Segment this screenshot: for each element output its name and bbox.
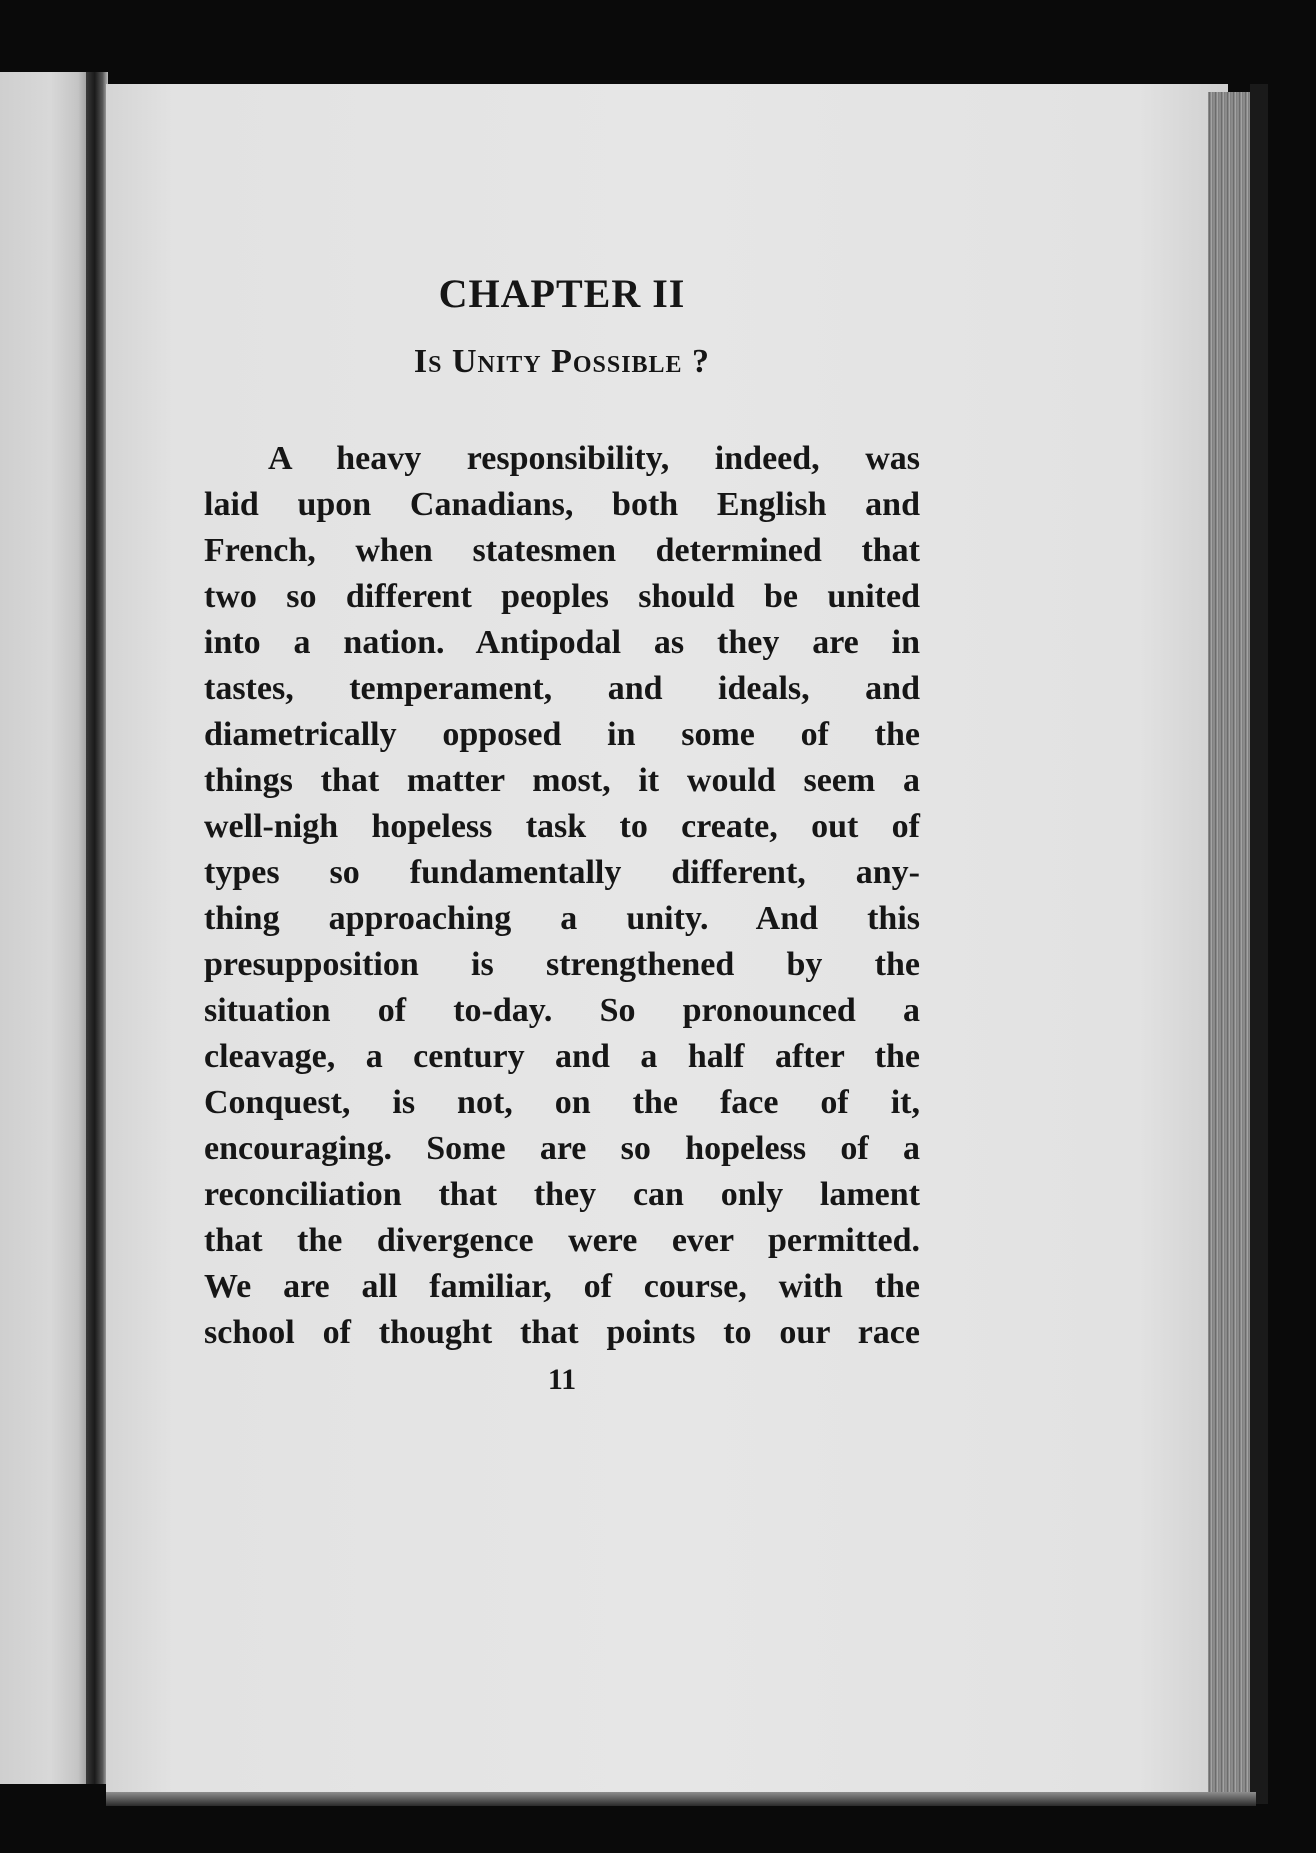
text-line: A heavy responsibility, indeed, was [268,440,920,477]
text-line: encouraging. Some are so hopeless of a [204,1130,920,1167]
text-line: presupposition is strengthened by the [204,946,920,983]
facing-page-edge [0,72,92,1784]
text-line: laid upon Canadians, both English and [204,486,920,523]
text-line: things that matter most, it would seem a [204,762,920,799]
text-line: that the divergence were ever permitted. [204,1222,920,1259]
text-line: school of thought that points to our race [204,1314,920,1351]
text-line: well-nigh hopeless task to create, out of [204,808,920,845]
text-line: reconciliation that they can only lament [204,1176,920,1213]
text-line: thing approaching a unity. And this [204,900,920,937]
text-line: two so different peoples should be united [204,578,920,615]
chapter-title: Is Unity Possible ? [413,343,711,380]
page-number: 11 [547,1363,577,1396]
page-bottom-edge [106,1792,1256,1806]
page-text-block [204,262,920,1400]
text-line: types so fundamentally different, any- [204,854,920,891]
text-line: into a nation. Antipodal as they are in [204,624,920,661]
page-edges [1208,92,1254,1792]
text-line: Conquest, is not, on the face of it, [204,1084,920,1121]
cover-edge [1250,84,1268,1804]
body-paragraph [204,436,920,1356]
text-line: situation of to-day. So pronounced a [204,992,920,1029]
text-line: diametrically opposed in some of the [204,716,920,753]
text-line: French, when statesmen determined that [204,532,920,569]
book-gutter [86,72,108,1784]
text-line: tastes, temperament, and ideals, and [204,670,920,707]
text-line: cleavage, a century and a half after the [204,1038,920,1075]
chapter-heading: CHAPTER II [438,271,686,316]
text-line: We are all familiar, of course, with the [204,1268,920,1305]
